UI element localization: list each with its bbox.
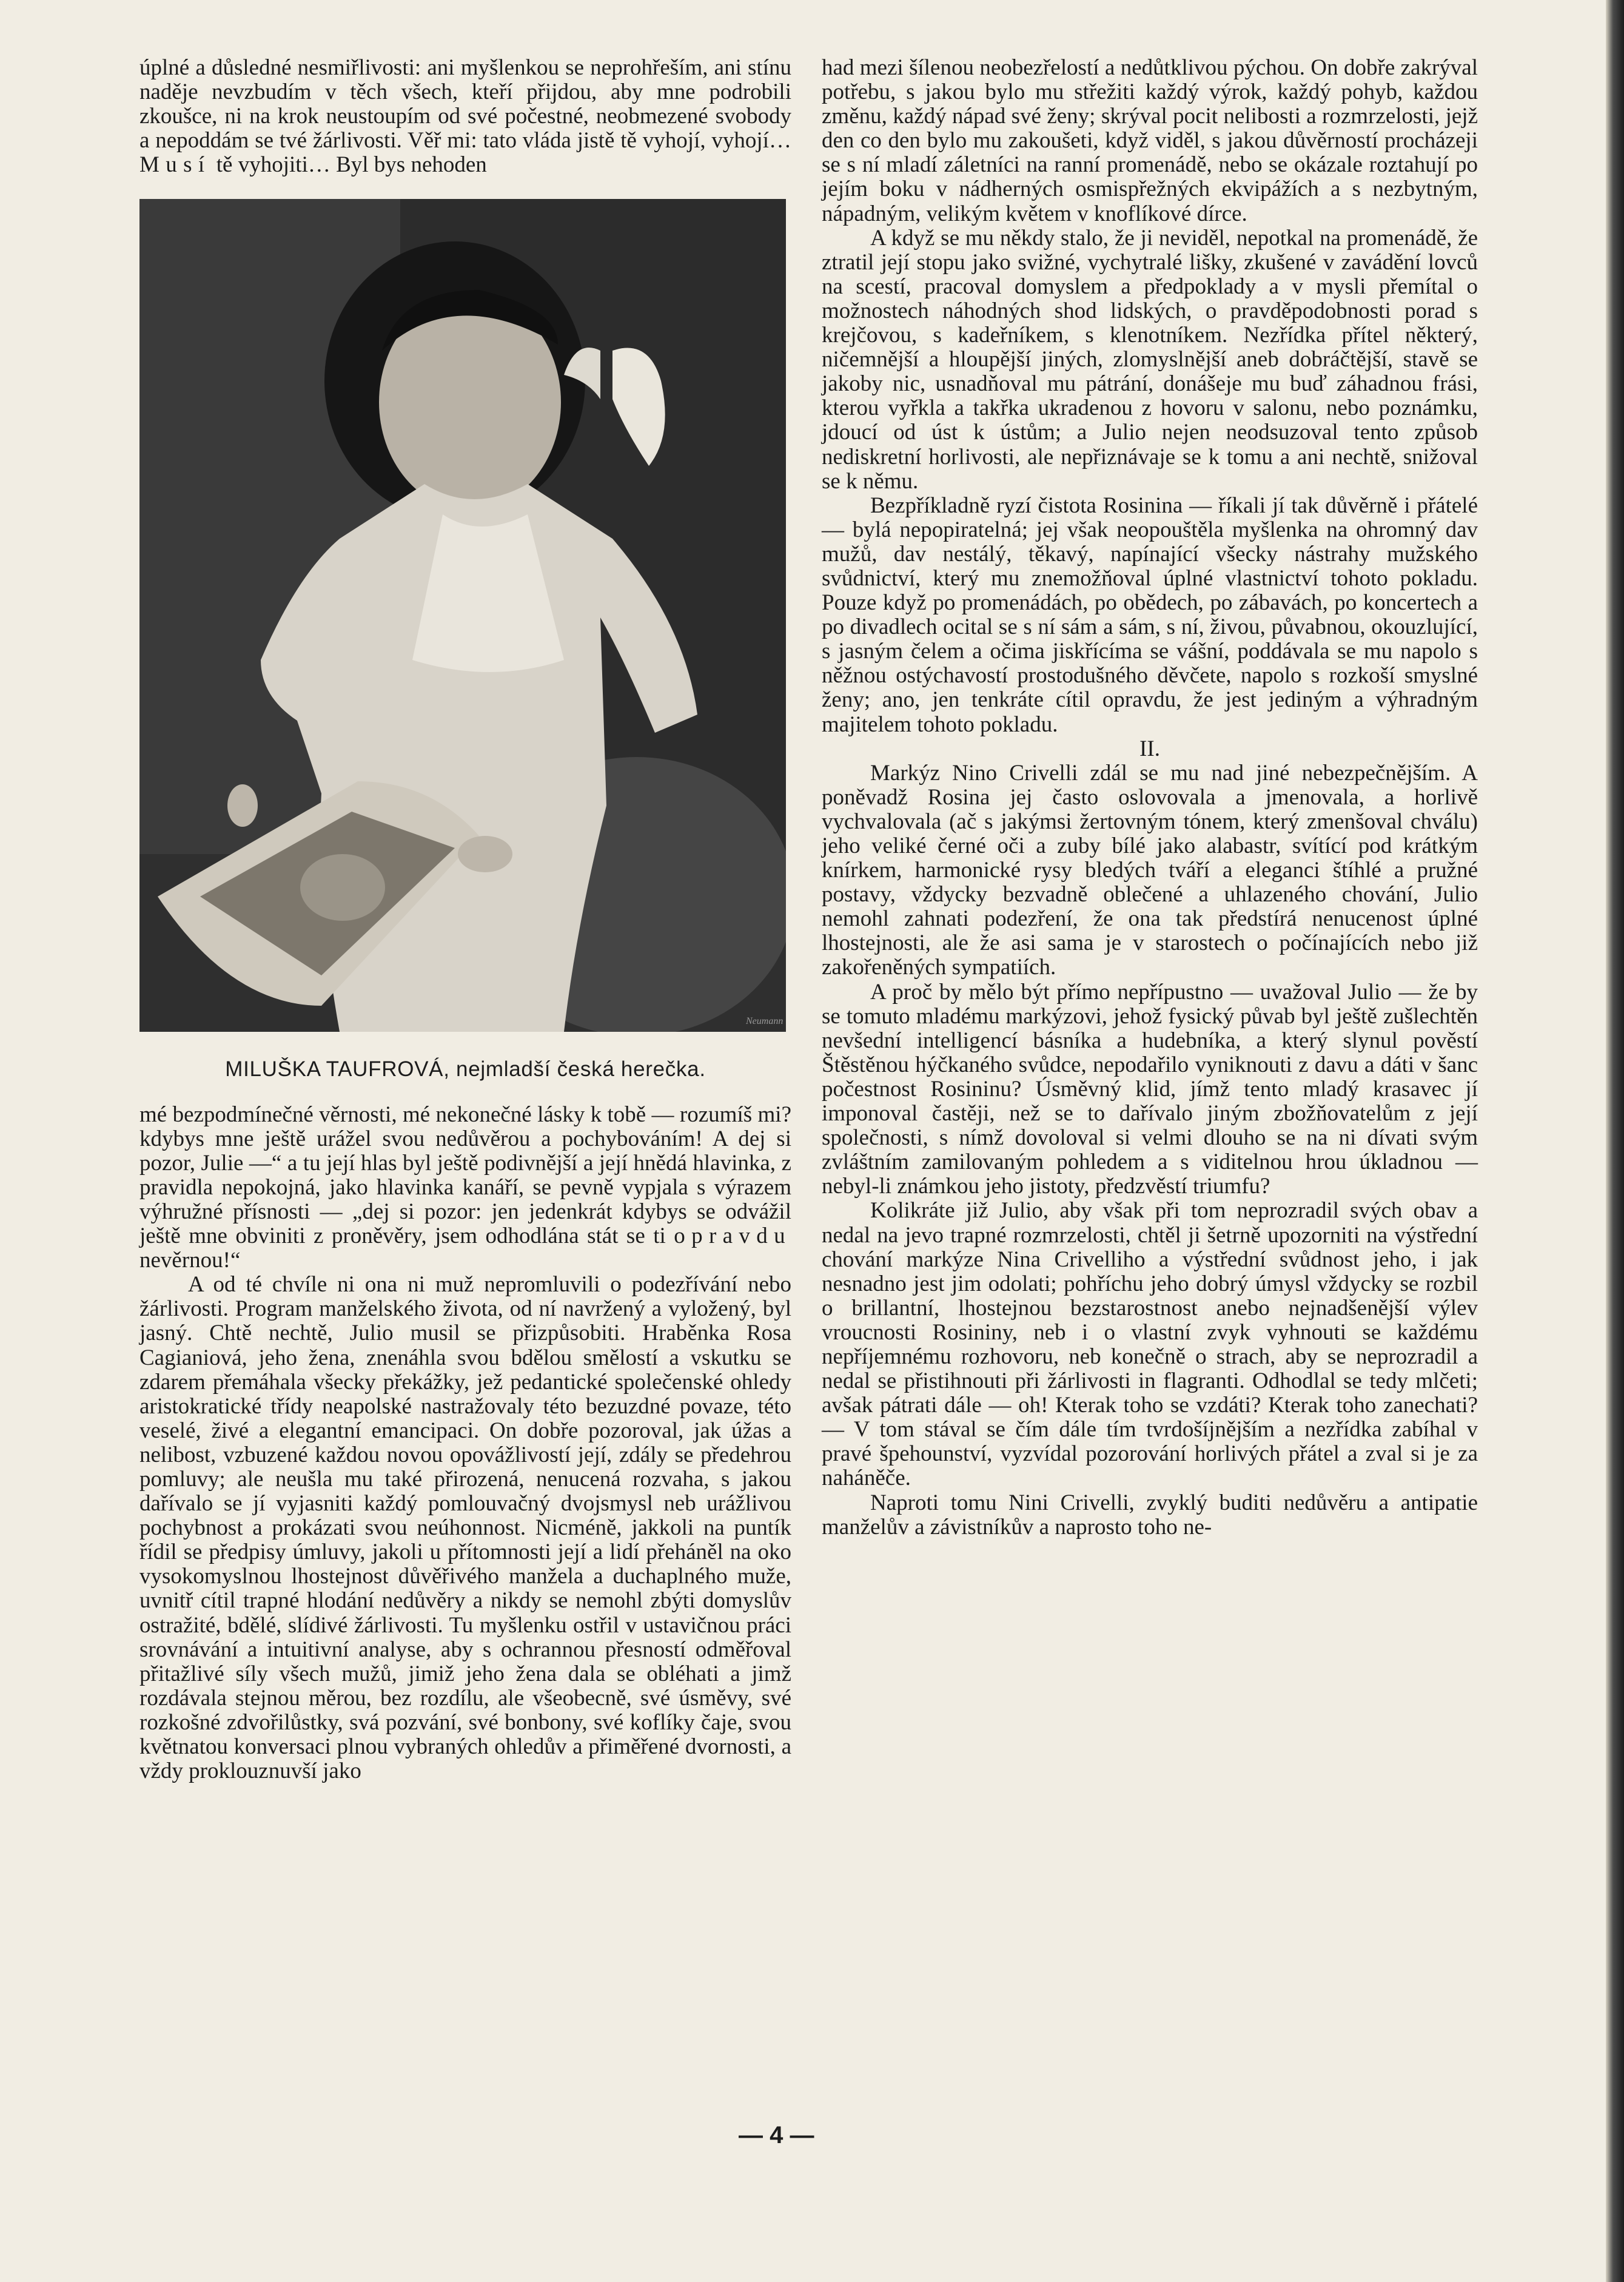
portrait-illustration (139, 199, 786, 1032)
right-paragraph-1: had mezi šílenou neobezřelostí a nedůtklivou pýchou. On dobře zakrýval potřebu, s jakou bylo mu střežiti každý výrok, každý pohyb, každou změnu, každý nápad své ženy; skrýval pocit nelibosti a rozmrzelosti, jejž den co den bylo mu zakoušeti, když viděl, s jakou důvěrností procházeji se s ní mladí záletníci na ranní promenádě, nebo se okázale roztahují po jejím boku v nádherných osmispřežných ekvipážích a s nezbytným, nápadným, velikým květem v knoflíkové dírce. (822, 55, 1478, 226)
page-number: — 4 — (739, 2122, 814, 2149)
photo-caption: MILUŠKA TAUFROVÁ, nejmladší česká herečka. (225, 1057, 706, 1082)
left-paragraph-1: mé bezpodmínečné věrnosti, mé nekonečné lásky k tobě — rozumíš mi? kdybys mne ještě urážel svou nedůvěrou a pochybováním! A dej si pozor, Julie —“ a tu její hlas byl ještě podivnější a její hnědá hlavinka, z pravidla nepokojná, jako hlavinka kanáří, se pevně vypjala s výrazem výhružné přísnosti — „dej si pozor: jen jedenkrát kdybys se odvážil ještě mne obviniti z proněvěry, jsem odhodlána stát se ti opravdu nevěrnou!“ (139, 1102, 791, 1273)
section-heading: II. (1139, 736, 1160, 761)
emphasis-musi: Musí (139, 152, 211, 178)
right-paragraph-3: Bezpříkladně ryzí čistota Rosinina — říkali jí tak důvěrně i přátelé — bylá nepopiratelná; jej však neopouštěla myšlenka na ohromný dav mužů, dav nestálý, těkavý, napínající všecky nástrahy mužského svůdnictví, který mu znemožňoval úplné vlastnictví tohoto pokladu. Pouze když po promenádách, po obědech, po zábavách, po koncertech a po divadlech ocital se s ní sám a sám, s ní, živou, půvabnou, okouzlující, s jasným čelem a očima jiskřícíma se vášní, poddávala se mu napolo s něžnou ostýchavostí prostodušného děvčete, napolo s rozkoší smyslné ženy; ano, jen tenkráte cítil opravdu, že jest jediným a výhradným majitelem tohoto pokladu. (822, 493, 1478, 737)
left-paragraph-2: A od té chvíle ni ona ni muž nepromluvili o podezřívání nebo žárlivosti. Program manželského života, od ní navržený a vyložený, byl jasný. Chtě nechtě, Julio musil se přizpůsobiti. Hraběnka Rosa Cagianiová, jeho žena, znenáhla svou bdělou smělostí a vskutku se zdarem přemáhala všecky překážky, jež pedantické společenské ohledy aristokratické třídy neapolské nastražovaly této bezuzdné povaze, této veselé, živé a elegantní emancipaci. On dobře pozoroval, jak úžas a nelibost, vzbuzené každou novou opovážlivostí její, zdály se předehrou pomluvy; ale neušla mu také přirozená, nenucená rozvaha, s jakou dařívalo se jí vyjasniti každý pomlouvačný dvojsmysl neb urážlivou pochybnost a prokázati svou neúhonnost. Nicméně, jakkoli na puntík řídil se předpisy úmluvy, jakoli u přítomnosti její a lidí přeháněl na oko vysokomyslnou lhostejnost důvěřivého manžela a duchaplného muže, uvnitř cítil trapné hlodání nedůvěry a nikdy se nemohl zbýti domyslův ostražité, bdělé, slídivé žárlivosti. Tu myšlenku ostřil v ustavičnou práci srovnávání a intuitivní analyse, aby s ochrannou přesností odměřoval přitažlivé síly všech mužů, jimiž jeho žena dala se obléhati a jimž rozdávala stejnou měrou, bez rozdílu, ale všeobecně, své úsměvy, své rozkošné zdvořilůstky, svá pozvání, své bonbony, své koflíky čaje, svou květnatou konversaci plnou vybraných ohledův a přiměřené dvornosti, a vždy proklouznuvší jako (139, 1272, 791, 1784)
binding-edge (1606, 0, 1624, 2282)
emphasis-opravdu: opravdu (674, 1223, 791, 1249)
right-paragraph-5: A proč by mělo být přímo nepřípustno — uvažoval Julio — že by se tomuto mladému markýzovi, jehož fysický půvab byl ještě zušlechtěn nevšední intelligencí básníka a hudebníka, a který slynul pověstí Štěstěnou hýčkaného svůdce, nepodařilo vyniknouti z davu a dáti v šanc počestnost Rosininu? Úsměvný klid, jímž tento mladý krasavec jí imponoval častěji, než se to dařívalo jiným zbožňovatelům z její společnosti, s nímž dovoloval si velmi dlouho se na ni dívati svým zvláštním zamilovaným pohledem a s viditelnou hrou úkladnou — nebyl-li známkou jeho jistoty, předzvěstí triumfu? (822, 979, 1478, 1199)
right-paragraph-4: Markýz Nino Crivelli zdál se mu nad jiné nebezpečnějším. A poněvadž Rosina jej často oslovovala a jmenovala, a horlivě vychvalovala (ač s jakýmsi žertovným tónem, který zmenšoval chválu) jeho veliké černé oči a zuby bílé jako alabastr, svítící pod krátkým knírkem, harmonické rysy bledých tváří a eleganci štíhlé a pružné postavy, vždycky bezvadně oblečené a uhlazeného chování, Julio nemohl zahnati podezření, že ona tak předstírá nenucenost úplné lhostejnosti, ale že asi sama je v starostech o počínajících nebo již zakořeněných sympatiích. (822, 760, 1478, 980)
photo-credit: Neumann (746, 1016, 783, 1027)
right-column (822, 56, 1478, 1540)
right-paragraph-6: Kolikráte již Julio, aby však při tom neprozradil svých obav a nedal na jevo trapné rozmrzelosti, chtěl ji šetrně upozorniti na výstřední chování markýze Nina Crivelliho a výstřední svůdnost jeho, i jak nesnadno jest jim odolati; pohříchu jeho dobrý úmysl vždycky se rozbil o brillantní, lhostejnou bezstarostnost anebo nejnadšenější výlev vroucnosti Rosininy, neb i o vlastní zvyk vyhnouti se každému nepříjemnému rozhovoru, neb konečně o strach, aby se neprozradil a nedal se přistihnouti při žárlivosti in flagranti. Odhodlal se tedy mlčeti; avšak pátrati dále — oh! Kterak toho se vzdáti? Kterak toho zanechati? — V tom stával se čím dále tím tvrdošíjnějším a nezřídka zabíhal v pravé špehounství, vyzvídal pozorování horlivých přátel a zval si je za naháněče. (822, 1198, 1478, 1491)
right-paragraph-2: A když se mu někdy stalo, že ji neviděl, nepotkal na promenádě, že ztratil její stopu jako svižné, vychytralé lišky, zkušené v zavádění lovců na scestí, pracoval domyslem a předpoklady a v mysli přemítal o možnostech náhodných shod lidských, o pravděpodobnosti porad s krejčovou, s kadeřníkem, s klenotníkem. Nezřídka přítel některý, ničemnější a hloupější jiných, zlomyslnější aneb dobráčtější, stavě se jakoby nic, usnadňoval mu pátrání, donášeje mu buď záhadnou frási, kterou vyřkla a takřka ukradenou z hovoru v salonu, nebo poznámku, jdoucí od úst k ústům; a Julio nejen neodsuzoval tento způsob nediskretní horlivosti, ale nepřiznávaje se k tomu a ani nechtě, snižoval se k němu. (822, 225, 1478, 494)
left-top-paragraph: úplné a důsledné nesmiřlivosti: ani myšlenkou se neprohřeším, ani stínu naděje nevzbudím v těch všech, kteří přijdou, aby mne podrobili zkoušce, ni na krok neustoupím od své počestné, neobmezené svobody a nepoddám se tvé žárlivosti. Věř mi: tato vláda jistě tě vyhojí, vyhojí… Musí tě vyhojiti… Byl bys nehoden (139, 55, 791, 178)
right-paragraph-7: Naproti tomu Nini Crivelli, zvyklý buditi nedůvěru a antipatie manželův a závistníkův a naprosto toho ne- (822, 1490, 1478, 1540)
left-column (139, 56, 791, 1783)
portrait-photo (139, 199, 786, 1032)
